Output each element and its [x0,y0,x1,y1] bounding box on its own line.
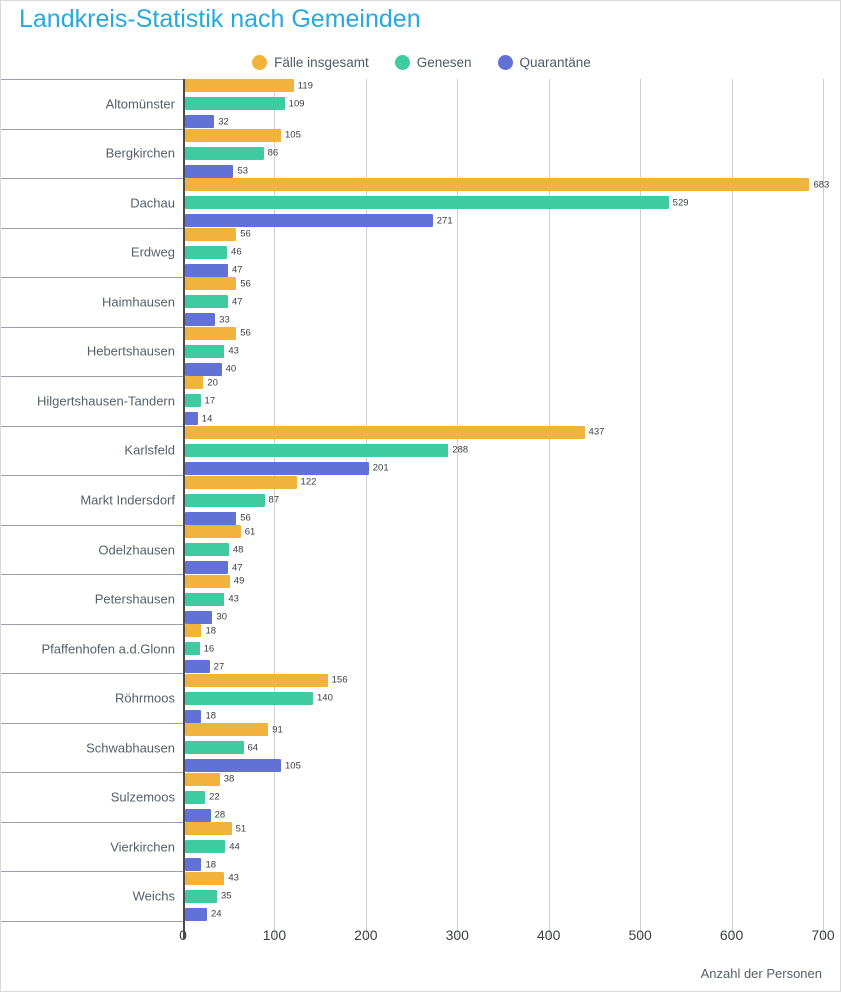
row-separator [1,673,183,674]
bar-value-label: 61 [244,526,256,538]
row-separator [1,327,183,328]
legend-swatch-icon [498,55,513,70]
bar-value-label: 18 [205,859,217,871]
category-label: Sulzemoos [110,789,175,805]
bar-value-label: 28 [214,809,226,821]
bar[interactable] [185,809,211,822]
bar[interactable] [185,444,448,457]
x-axis-tick-label: 100 [262,927,287,943]
bar-value-label: 48 [232,544,244,556]
bar[interactable] [185,462,369,475]
bar[interactable] [185,363,222,376]
legend-item[interactable] [395,55,472,70]
row-separator [1,79,183,80]
row-separator [1,376,183,377]
bar[interactable] [185,277,236,290]
category-label: Odelzhausen [98,542,175,558]
bar[interactable] [185,692,313,705]
legend-item[interactable] [252,55,369,70]
bar-value-label: 683 [813,179,830,191]
bar[interactable] [185,129,281,142]
bar-value-label: 288 [452,444,469,456]
bar-value-label: 43 [228,593,239,605]
bar[interactable] [185,525,241,538]
bar[interactable] [185,426,585,439]
bar-value-label: 105 [285,129,301,141]
bar-value-label: 18 [205,625,217,637]
bar[interactable] [185,476,297,489]
row-separator [1,525,183,526]
bar-value-label: 49 [233,575,245,587]
legend-swatch-icon [395,55,410,70]
category-label: Hebertshausen [86,343,175,359]
bar[interactable] [185,295,228,308]
gridline [823,79,824,939]
bar-value-label: 56 [240,278,251,290]
legend-item[interactable] [498,55,591,70]
bar-value-label: 53 [237,165,249,177]
bar-value-label: 271 [436,215,453,227]
bar[interactable] [185,908,207,921]
bar-value-label: 20 [207,377,218,389]
bar-value-label: 17 [204,395,216,407]
row-separator [1,624,183,625]
legend-label: Genesen [416,55,472,70]
bar-value-label: 16 [203,643,215,655]
category-label: Karlsfeld [124,442,175,458]
bar-value-label: 47 [231,264,243,276]
category-label: Markt Indersdorf [80,492,175,508]
bar-value-label: 38 [223,773,235,785]
bar-value-label: 18 [205,710,217,722]
category-label: Weichs [132,888,175,904]
category-label: Röhrmoos [115,690,175,706]
bar[interactable] [185,376,203,389]
bar-value-label: 122 [300,476,317,488]
x-axis-tick-label: 0 [179,927,187,943]
bar-value-label: 24 [210,908,222,920]
row-separator [1,475,183,476]
bar[interactable] [185,890,217,903]
bar[interactable] [185,147,264,160]
bar[interactable] [185,345,224,358]
bar-value-label: 47 [231,562,243,574]
bar[interactable] [185,165,233,178]
bar[interactable] [185,79,294,92]
bar-value-label: 46 [231,246,242,258]
bar[interactable] [185,822,232,835]
bar-value-label: 86 [267,147,279,159]
bar-value-label: 22 [209,791,220,803]
bar[interactable] [185,512,236,525]
category-label: Vierkirchen [110,839,175,855]
bar[interactable] [185,196,669,209]
bar[interactable] [185,723,268,736]
bar-value-label: 30 [216,611,227,623]
plot-area [36,79,835,943]
bar[interactable] [185,710,201,723]
legend-swatch-icon [252,55,267,70]
category-label: Hilgertshausen-Tandern [36,393,175,409]
bar[interactable] [185,872,224,885]
row-separator [1,822,183,823]
x-axis-tick-label: 400 [537,927,561,943]
bar[interactable] [185,214,433,227]
row-separator [1,228,183,229]
bar[interactable] [185,178,809,191]
bar-value-label: 56 [240,512,251,524]
chart-title: Landkreis-Statistik nach Gemeinden [19,5,421,33]
row-separator [1,921,183,922]
bar-value-label: 43 [228,872,239,884]
bar-value-label: 51 [235,823,247,835]
bar[interactable] [185,394,201,407]
x-axis-tick-label: 600 [719,927,744,943]
bar-value-label: 47 [231,296,243,308]
row-separator [1,426,183,427]
bar[interactable] [185,327,236,340]
bar[interactable] [185,773,220,786]
bar-value-label: 33 [219,314,230,326]
bar-value-label: 140 [317,692,333,704]
bar[interactable] [185,674,328,687]
bar[interactable] [185,611,212,624]
bar[interactable] [185,97,285,110]
bar[interactable] [185,543,229,556]
bar-value-label: 43 [228,345,239,357]
chart-legend [1,55,841,70]
bar[interactable] [185,642,200,655]
bar[interactable] [185,561,228,574]
row-separator [1,277,183,278]
bar[interactable] [185,575,230,588]
bar-value-label: 87 [268,494,280,506]
bar-value-label: 109 [288,98,305,110]
x-axis-tick-label: 500 [628,927,652,943]
bar-value-label: 119 [297,80,313,92]
x-axis-label: Anzahl der Personen [700,966,822,981]
bar-value-label: 156 [331,674,348,686]
bar-value-label: 32 [218,116,229,128]
category-label: Petershausen [94,591,175,607]
bar[interactable] [185,660,210,673]
bar-value-label: 201 [372,462,389,474]
bar[interactable] [185,759,281,772]
bar-value-label: 91 [272,724,283,736]
category-label: Schwabhausen [86,740,175,756]
row-separator [1,129,183,130]
bar[interactable] [185,228,236,241]
bar-value-label: 56 [240,327,251,339]
bar[interactable] [185,494,265,507]
category-label: Altomünster [105,96,175,112]
bar-value-label: 40 [225,363,237,375]
row-separator [1,723,183,724]
row-separator [1,574,183,575]
bar-value-label: 105 [285,760,301,772]
legend-label: Quarantäne [519,55,591,70]
bar[interactable] [185,791,205,804]
bar[interactable] [185,412,198,425]
x-axis-tick-label: 300 [445,927,469,943]
legend-label: Fälle insgesamt [274,55,369,70]
bar[interactable] [185,246,227,259]
category-label: Haimhausen [102,294,175,310]
bar[interactable] [185,115,214,128]
bar[interactable] [185,264,228,277]
row-separator [1,772,183,773]
bar[interactable] [185,593,224,606]
gridline [732,79,733,939]
bar-value-label: 35 [221,890,232,902]
bar-value-label: 529 [672,197,689,209]
x-axis-tick-label: 200 [354,927,378,943]
bar-value-label: 14 [201,413,213,425]
x-axis-tick-label: 700 [811,927,835,943]
bar-value-label: 64 [247,742,259,754]
category-label: Dachau [130,195,175,211]
category-label: Pfaffenhofen a.d.Glonn [41,641,175,657]
bar-value-label: 437 [588,426,605,438]
row-separator [1,178,183,179]
row-separator [1,871,183,872]
bar-value-label: 27 [213,661,225,673]
category-label: Erdweg [130,244,175,260]
bar-value-label: 56 [240,228,251,240]
bar[interactable] [185,624,201,637]
bar[interactable] [185,741,244,754]
bar[interactable] [185,840,225,853]
bar[interactable] [185,858,201,871]
bar[interactable] [185,313,215,326]
category-label: Bergkirchen [105,145,175,161]
bar-value-label: 44 [229,841,240,853]
